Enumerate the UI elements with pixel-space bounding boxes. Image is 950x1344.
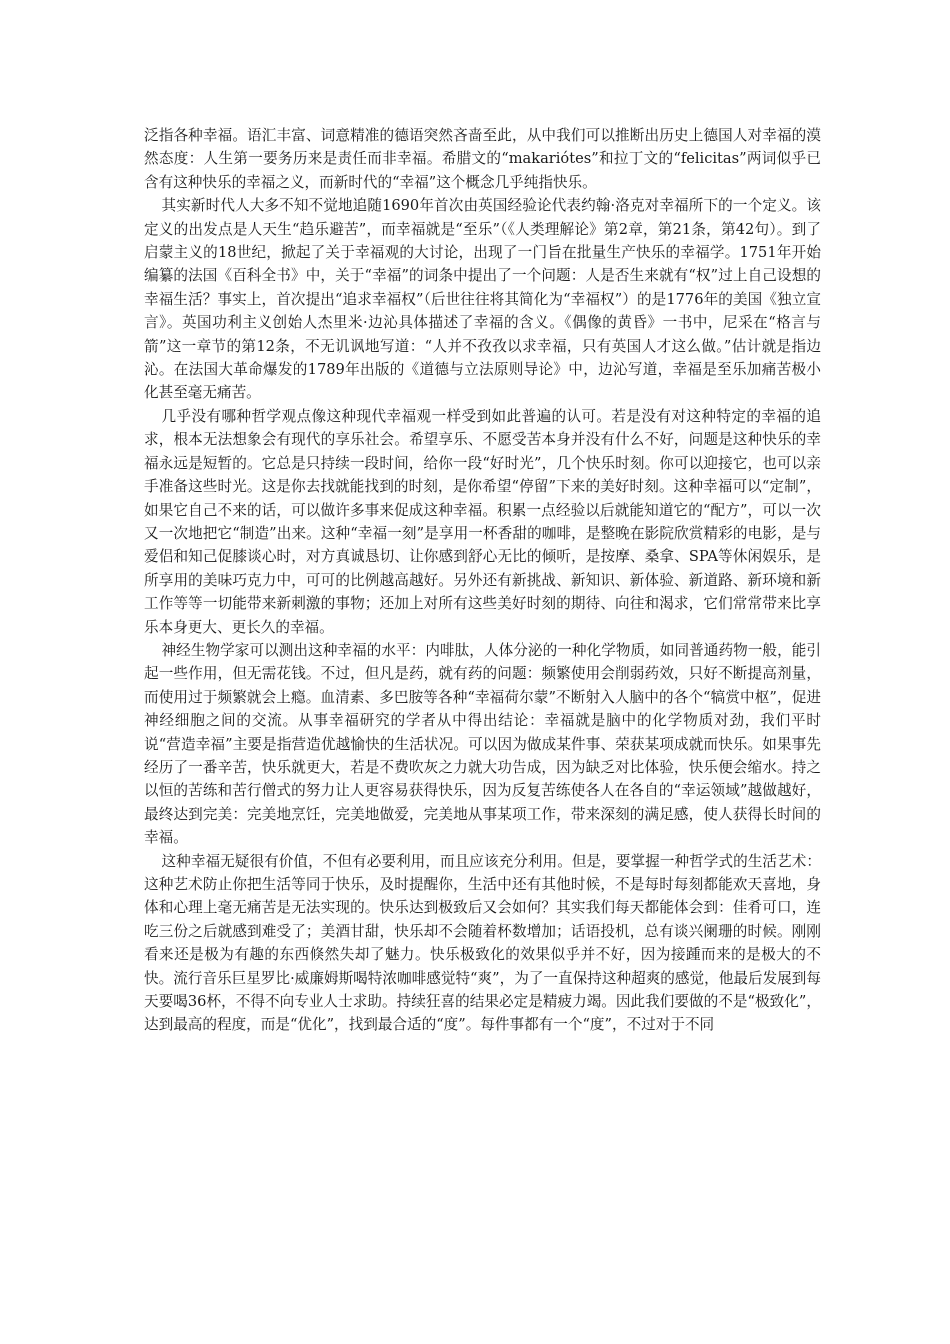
paragraph-4: 神经生物学家可以测出这种幸福的水平：内啡肽，人体分泌的一种化学物质，如同普通药物一般，能引起一些作用，但无需花钱。不过，但凡是药，就有药的问题：频繁使用会削弱药效，只好不断提高剂量，而使用过于频繁就会上瘾。血清素、多巴胺等各种“幸福荷尔蒙”不断射入人脑中的各个“犒赏中枢”，促进神经细胞之间的交流。从事幸福研究的学者从中得出结论：幸福就是脑中的化学物质对劲，我们平时说“营造幸福”主要是指营造优越愉快的生活状况。可以因为做成某件事、荣获某项成就而快乐。如果事先经历了一番辛苦，快乐就更大，若是不费吹灰之力就大功告成，因为缺乏对比体验，快乐便会缩水。持之以恒的苦练和苦行僧式的努力让人更容易获得快乐，因为反复苦练使各人在各自的“幸运领域”越做越好，最终达到完美：完美地烹饪，完美地做爱，完美地从事某项工作，带来深刻的满足感，使人获得长时间的幸福。 <box>144 641 821 847</box>
paragraph-2: 其实新时代人大多不知不觉地追随1690年首次由英国经验论代表约翰·洛克对幸福所下的一个定义。该定义的出发点是人天生“趋乐避苦”，而幸福就是“至乐”（《人类理解论》第2章，第21条，第42句）。到了启蒙主义的18世纪，掀起了关于幸福观的大讨论，出现了一门旨在批量生产快乐的幸福学。1751年开始编纂的法国《百科全书》中，关于“幸福”的词条中提出了一个问题：人是否生来就有“权”过上自己设想的幸福生活？事实上，首次提出“追求幸福权”（后世往往将其简化为“幸福权”）的是1776年的美国《独立宣言》。英国功利主义创始人杰里米·边沁具体描述了幸福的含义。《偶像的黄昏》一书中，尼采在“格言与箭”这一章节的第12条，不无讥讽地写道：“人并不孜孜以求幸福，只有英国人才这么做。”估计就是指边沁。在法国大革命爆发的1789年出版的《道德与立法原则导论》中，边沁写道，幸福是至乐加痛苦极小化甚至毫无痛苦。 <box>144 197 821 402</box>
paragraph-3: 几乎没有哪种哲学观点像这种现代幸福观一样受到如此普遍的认可。若是没有对这种特定的幸福的追求，根本无法想象会有现代的享乐社会。希望享乐、不愿受苦本身并没有什么不好，问题是这种快乐的幸福永远是短暂的。它总是只持续一段时间，给你一段“好时光”，几个快乐时刻。你可以迎接它，也可以亲手准备这些时光。这是你去找就能找到的时刻，是你希望“停留”下来的美好时刻。这种幸福可以“定制”，如果它自己不来的话，可以做许多事来促成这种幸福。积累一点经验以后就能知道它的“配方”，可以一次又一次地把它“制造”出来。这种“幸福一刻”是享用一杯香甜的咖啡，是整晚在影院欣赏精彩的电影，是与爱侣和知己促膝谈心时，对方真诚恳切、让你感到舒心无比的倾听，是按摩、桑拿、SPA等休闲娱乐，是所享用的美味巧克力中，可可的比例越高越好。另外还有新挑战、新知识、新体验、新道路、新环境和新工作等等一切能带来新刺激的事物；还加上对所有这些美好时刻的期待、向往和渴求，它们常常带来比享乐本身更大、更长久的幸福。 <box>144 407 821 636</box>
document-body <box>144 124 821 1037</box>
paragraph-5: 这种幸福无疑很有价值，不但有必要利用，而且应该充分利用。但是，要掌握一种哲学式的生活艺术：这种艺术防止你把生活等同于快乐，及时提醒你，生活中还有其他时候，不是每时每刻都能欢天喜地，身体和心理上毫无痛苦是无法实现的。快乐达到极致后又会如何？其实我们每天都能体会到：佳肴可口，连吃三份之后就感到难受了；美酒甘甜，快乐却不会随着杯数增加；话语投机，总有谈兴阑珊的时候。刚刚看来还是极为有趣的东西倏然失却了魅力。快乐极致化的效果似乎并不好，因为接踵而来的是极大的不快。流行音乐巨星罗比·威廉姆斯喝特浓咖啡感觉特“爽”，为了一直保持这种超爽的感觉，他最后发展到每天要喝36杯，不得不向专业人士求助。持续狂喜的结果必定是精疲力竭。因此我们要做的不是“极致化”，达到最高的程度，而是“优化”，找到最合适的“度”。每件事都有一个“度”，不过对于不同 <box>144 852 821 1034</box>
paragraph-1: 泛指各种幸福。语汇丰富、词意精准的德语突然吝啬至此，从中我们可以推断出历史上德国人对幸福的漠然态度：人生第一要务历来是责任而非幸福。希腊文的“makariótes”和拉丁文的“felicitas”两词似乎已含有这种快乐的幸福之义，而新时代的“幸福”这个概念几乎纯指快乐。 <box>144 127 821 191</box>
